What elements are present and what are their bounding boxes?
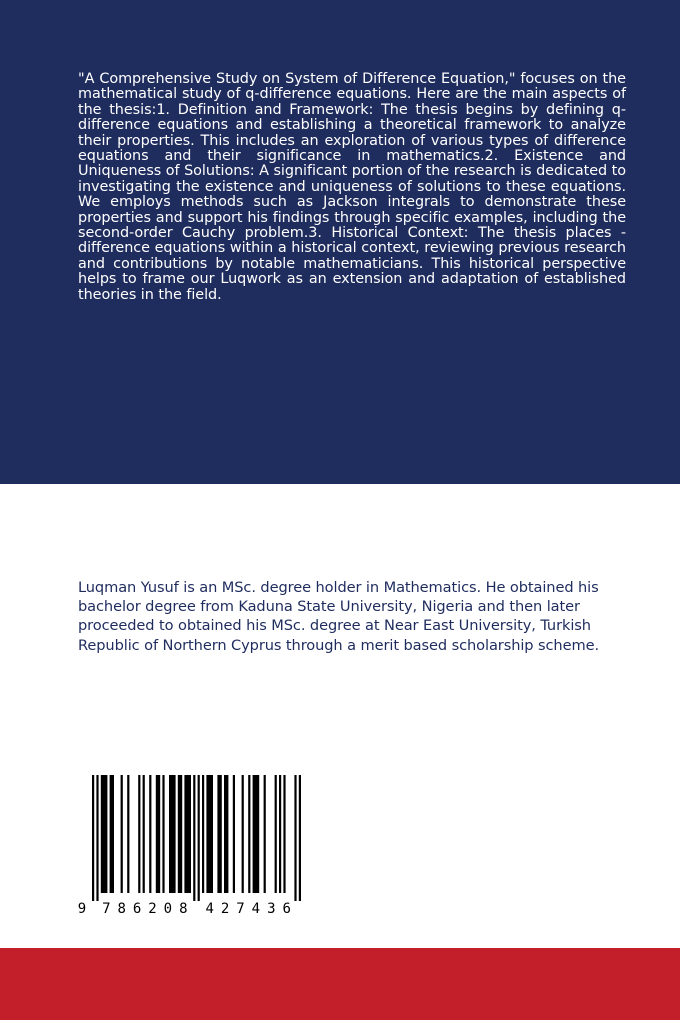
barcode-digit: 6 xyxy=(132,901,142,917)
barcode-bar xyxy=(101,775,108,893)
barcode-bar xyxy=(138,775,140,893)
barcode-bar xyxy=(156,775,160,893)
barcode xyxy=(76,773,316,918)
barcode-digit: 2 xyxy=(220,901,230,917)
barcode-bar xyxy=(110,775,114,893)
barcode-bar xyxy=(206,775,213,893)
barcode-bar xyxy=(275,775,277,893)
barcode-digit: 2 xyxy=(148,901,157,917)
barcode-bar xyxy=(127,775,129,893)
barcode-bar xyxy=(283,775,285,893)
barcode-bar xyxy=(96,775,98,901)
barcode-bar xyxy=(169,775,176,893)
barcode-digit: 0 xyxy=(163,901,173,917)
barcode-bar xyxy=(149,775,151,893)
top-panel xyxy=(0,0,680,484)
barcode-digit: 9 xyxy=(77,901,87,917)
barcode-bar xyxy=(264,775,266,893)
barcode-digit: 7 xyxy=(102,901,111,917)
barcode-bar xyxy=(299,775,301,901)
bottom-band xyxy=(0,948,680,1020)
barcode-bar xyxy=(121,775,123,893)
barcode-bar xyxy=(178,775,182,893)
barcode-digit: 7 xyxy=(236,901,245,917)
barcode-digit: 4 xyxy=(205,901,214,917)
barcode-bar xyxy=(253,775,260,893)
barcode-bar xyxy=(233,775,235,893)
barcode-digit: 8 xyxy=(179,901,188,917)
barcode-bar xyxy=(184,775,191,893)
barcode-bar xyxy=(248,775,250,893)
barcode-digit: 4 xyxy=(251,901,261,917)
book-description: "A Comprehensive Study on System of Difference Equation," focuses on the mathematical study of q-difference equations. Here are the main aspects of the thesis:1. Definition and Framework: The thesis begins by defining q-difference equations and establishing a theoretical framework to analyze their properties. This includes an exploration of various types of difference equations and their significance in mathematics.2. Existence and Uniqueness of Solutions: A significant portion of the research is dedicated to investigating the existence and uniqueness of solutions to these equations. We employs methods such as Jackson integrals to demonstrate these properties and support his findings through specific examples, including the second-order Cauchy problem.3. Historical Context: The thesis places -difference equations within a historical context, reviewing previous research and contributions by notable mathematicians. This historical perspective helps to frame our Luqwork as an extension and adaptation of established theories in the field. xyxy=(78,71,626,303)
author-bio: Luqman Yusuf is an MSc. degree holder in Mathematics. He obtained his bachelor degree from Kaduna State University, Nigeria and then later proceeded to obtained his MSc. degree at Near East University, Turkish Republic of Northern Cyprus through a merit based scholarship scheme. xyxy=(78,579,599,654)
barcode-digit: 6 xyxy=(282,901,291,917)
barcode-bar xyxy=(294,775,296,901)
barcode-bar xyxy=(198,775,200,901)
barcode-bar xyxy=(202,775,204,893)
barcode-bar xyxy=(143,775,145,893)
barcode-bar xyxy=(279,775,281,893)
barcode-bar xyxy=(217,775,221,893)
barcode-digit: 8 xyxy=(117,901,126,917)
barcode-bar xyxy=(92,775,94,901)
barcode-bar xyxy=(224,775,228,893)
barcode-bar xyxy=(242,775,244,893)
barcode-digit: 3 xyxy=(267,901,276,917)
barcode-bar xyxy=(162,775,164,893)
barcode-bar xyxy=(193,775,195,901)
